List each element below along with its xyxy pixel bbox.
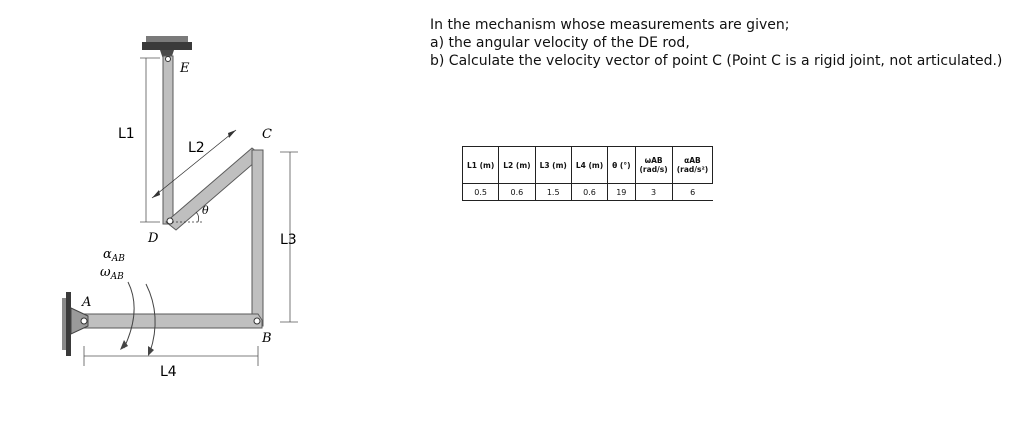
problem-part-b: b) Calculate the velocity vector of point C (Point C is a rigid joint, not articulated.) xyxy=(430,53,1003,69)
value-l4: 0.6 xyxy=(571,184,607,201)
joint-d xyxy=(167,218,173,224)
label-b: B xyxy=(262,331,272,346)
value-l2: 0.6 xyxy=(499,184,535,201)
label-l3: L3 xyxy=(280,232,297,248)
label-e: E xyxy=(180,61,190,76)
header-theta: θ (°) xyxy=(608,147,635,184)
value-l3: 1.5 xyxy=(535,184,571,201)
label-c: C xyxy=(262,127,272,142)
header-l1: L1 (m) xyxy=(463,147,499,184)
header-omega: ωAB (rad/s) xyxy=(635,147,672,184)
problem-statement xyxy=(430,16,1010,70)
problem-intro: In the mechanism whose measurements are given; xyxy=(430,17,790,33)
label-omega: $\omega_{AB}$ xyxy=(100,265,124,282)
value-omega: 3 xyxy=(635,184,672,201)
problem-part-a: a) the angular velocity of the DE rod, xyxy=(430,35,690,51)
table-header-row xyxy=(463,147,713,184)
value-alpha: 6 xyxy=(672,184,712,201)
header-l2: L2 (m) xyxy=(499,147,535,184)
label-l4: L4 xyxy=(160,364,177,380)
value-l1: 0.5 xyxy=(463,184,499,201)
value-theta: 19 xyxy=(608,184,635,201)
rod-dc xyxy=(166,148,262,230)
rod-cb xyxy=(252,150,263,326)
label-theta: θ xyxy=(202,204,209,217)
rod-ab xyxy=(84,314,262,328)
header-alpha: αAB (rad/s²) xyxy=(672,147,712,184)
header-l4: L4 (m) xyxy=(571,147,607,184)
joint-b xyxy=(254,318,260,324)
label-alpha: $\alpha_{AB}$ xyxy=(103,247,125,264)
label-a: A xyxy=(82,295,92,310)
data-table xyxy=(462,146,713,201)
rod-de xyxy=(163,56,173,224)
label-l1: L1 xyxy=(118,126,135,142)
mechanism-figure xyxy=(0,0,420,435)
label-l2: L2 xyxy=(188,140,205,156)
label-d: D xyxy=(148,231,159,246)
header-l3: L3 (m) xyxy=(535,147,571,184)
table-row xyxy=(463,184,713,201)
